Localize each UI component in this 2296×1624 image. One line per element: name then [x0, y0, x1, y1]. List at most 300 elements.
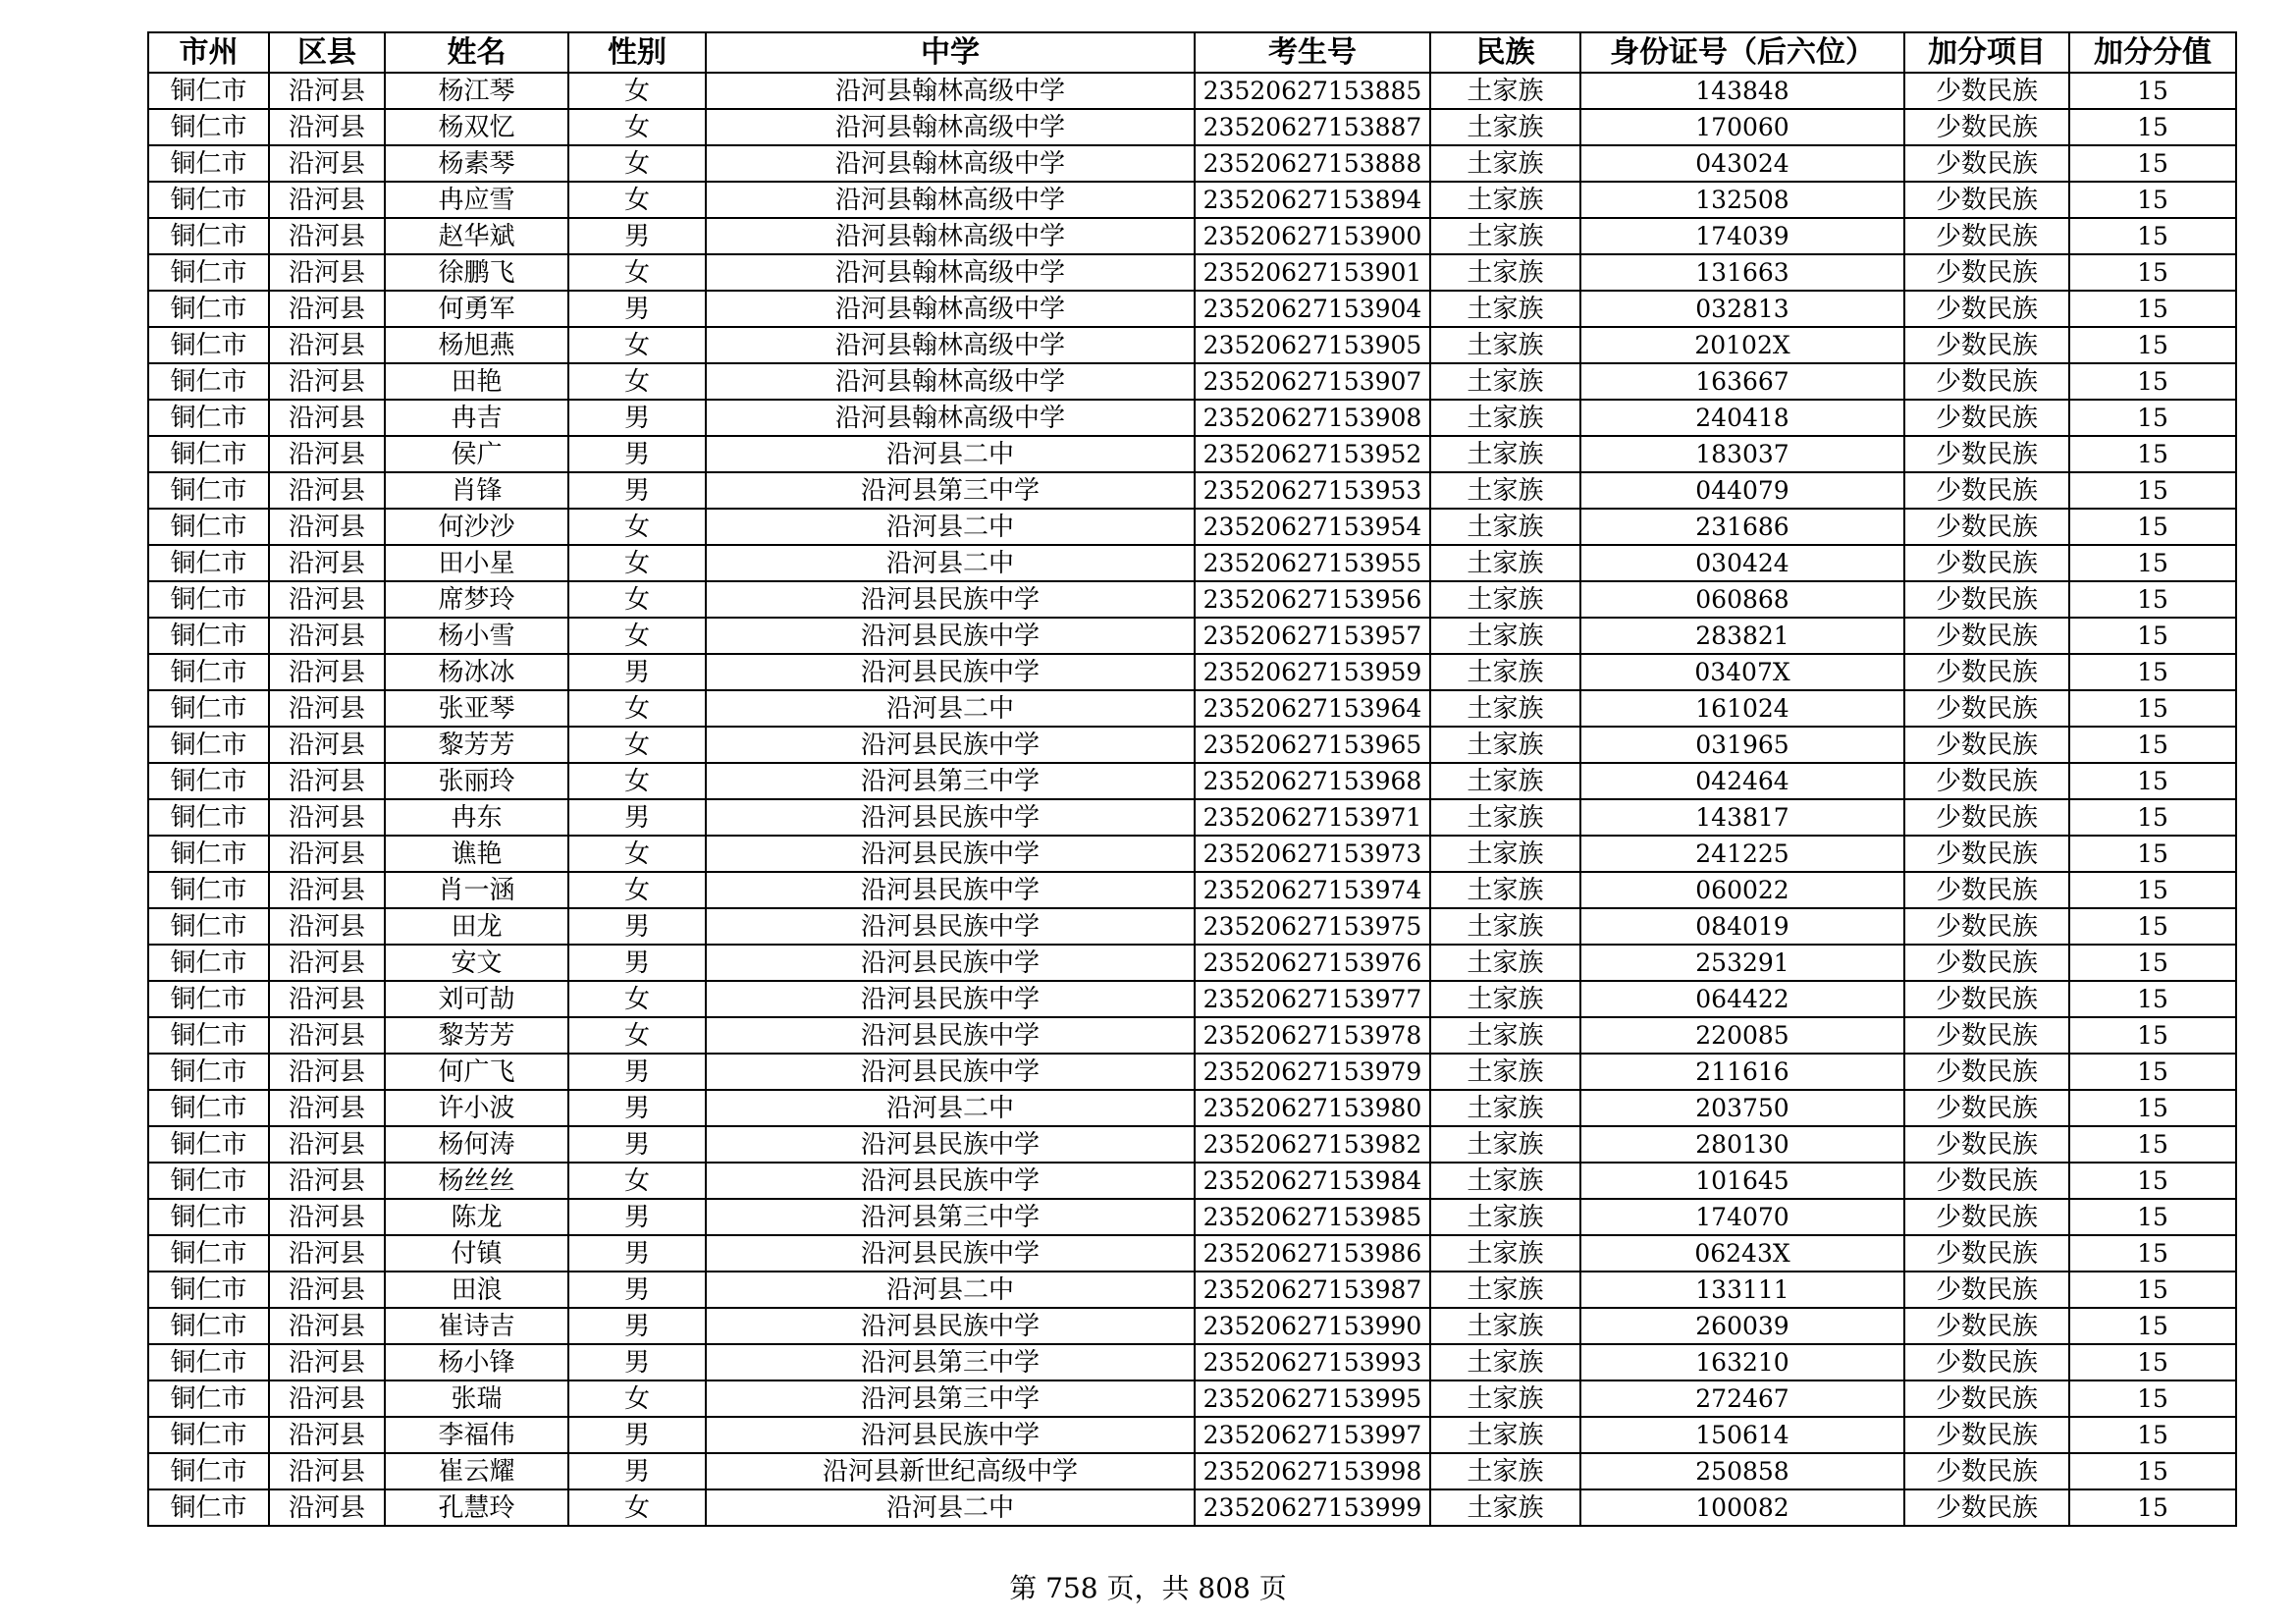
- bonus-item-cell: 少数民族: [1904, 363, 2069, 400]
- gender-cell: 男: [568, 291, 706, 327]
- table-row: [148, 690, 2236, 727]
- id-suffix-cell: 030424: [1580, 545, 1904, 581]
- table-row: [148, 327, 2236, 363]
- id-suffix-cell: 032813: [1580, 291, 1904, 327]
- bonus-points-cell: 15: [2069, 182, 2236, 218]
- school-cell: 沿河县民族中学: [706, 1417, 1195, 1453]
- county-cell: 沿河县: [269, 254, 385, 291]
- gender-cell: 女: [568, 182, 706, 218]
- county-cell: 沿河县: [269, 145, 385, 182]
- id-suffix-cell: 203750: [1580, 1090, 1904, 1126]
- school-cell: 沿河县民族中学: [706, 1054, 1195, 1090]
- city-cell: 铜仁市: [148, 472, 269, 509]
- exam-number-cell: 23520627153998: [1195, 1453, 1430, 1489]
- table-row: [148, 654, 2236, 690]
- name-cell: 许小波: [385, 1090, 568, 1126]
- bonus-item-cell: 少数民族: [1904, 872, 2069, 908]
- county-cell: 沿河县: [269, 73, 385, 109]
- id-suffix-cell: 174039: [1580, 218, 1904, 254]
- name-cell: 赵华斌: [385, 218, 568, 254]
- table-row: [148, 581, 2236, 618]
- bonus-item-cell: 少数民族: [1904, 218, 2069, 254]
- exam-number-cell: 23520627153975: [1195, 908, 1430, 945]
- header-school: 中学: [706, 32, 1195, 73]
- bonus-points-cell: 15: [2069, 1380, 2236, 1417]
- header-exam-number: 考生号: [1195, 32, 1430, 73]
- bonus-item-cell: 少数民族: [1904, 509, 2069, 545]
- gender-cell: 男: [568, 1308, 706, 1344]
- table-row: [148, 73, 2236, 109]
- gender-cell: 女: [568, 727, 706, 763]
- school-cell: 沿河县翰林高级中学: [706, 218, 1195, 254]
- ethnicity-cell: 土家族: [1430, 1380, 1580, 1417]
- ethnicity-cell: 土家族: [1430, 799, 1580, 836]
- city-cell: 铜仁市: [148, 1453, 269, 1489]
- bonus-points-cell: 15: [2069, 799, 2236, 836]
- id-suffix-cell: 161024: [1580, 690, 1904, 727]
- bonus-points-cell: 15: [2069, 109, 2236, 145]
- table-row: [148, 981, 2236, 1017]
- name-cell: 安文: [385, 945, 568, 981]
- name-cell: 席梦玲: [385, 581, 568, 618]
- name-cell: 杨江琴: [385, 73, 568, 109]
- bonus-item-cell: 少数民族: [1904, 981, 2069, 1017]
- city-cell: 铜仁市: [148, 109, 269, 145]
- city-cell: 铜仁市: [148, 1344, 269, 1380]
- bonus-points-cell: 15: [2069, 254, 2236, 291]
- city-cell: 铜仁市: [148, 145, 269, 182]
- table-row: [148, 1054, 2236, 1090]
- name-cell: 杨素琴: [385, 145, 568, 182]
- bonus-points-cell: 15: [2069, 727, 2236, 763]
- table-row: [148, 1199, 2236, 1235]
- id-suffix-cell: 253291: [1580, 945, 1904, 981]
- gender-cell: 女: [568, 109, 706, 145]
- name-cell: 田小星: [385, 545, 568, 581]
- county-cell: 沿河县: [269, 1054, 385, 1090]
- exam-number-cell: 23520627153979: [1195, 1054, 1430, 1090]
- exam-number-cell: 23520627153901: [1195, 254, 1430, 291]
- city-cell: 铜仁市: [148, 1017, 269, 1054]
- bonus-item-cell: 少数民族: [1904, 1199, 2069, 1235]
- city-cell: 铜仁市: [148, 981, 269, 1017]
- gender-cell: 女: [568, 545, 706, 581]
- bonus-points-cell: 15: [2069, 1017, 2236, 1054]
- table-row: [148, 145, 2236, 182]
- ethnicity-cell: 土家族: [1430, 1090, 1580, 1126]
- school-cell: 沿河县民族中学: [706, 618, 1195, 654]
- ethnicity-cell: 土家族: [1430, 1235, 1580, 1272]
- county-cell: 沿河县: [269, 727, 385, 763]
- bonus-item-cell: 少数民族: [1904, 545, 2069, 581]
- gender-cell: 女: [568, 73, 706, 109]
- name-cell: 杨双忆: [385, 109, 568, 145]
- city-cell: 铜仁市: [148, 908, 269, 945]
- bonus-points-cell: 15: [2069, 1308, 2236, 1344]
- bonus-item-cell: 少数民族: [1904, 690, 2069, 727]
- bonus-points-cell: 15: [2069, 872, 2236, 908]
- id-suffix-cell: 143817: [1580, 799, 1904, 836]
- table-row: [148, 1344, 2236, 1380]
- school-cell: 沿河县民族中学: [706, 836, 1195, 872]
- name-cell: 杨旭燕: [385, 327, 568, 363]
- header-gender: 性别: [568, 32, 706, 73]
- ethnicity-cell: 土家族: [1430, 472, 1580, 509]
- bonus-item-cell: 少数民族: [1904, 254, 2069, 291]
- school-cell: 沿河县第三中学: [706, 763, 1195, 799]
- city-cell: 铜仁市: [148, 690, 269, 727]
- bonus-item-cell: 少数民族: [1904, 654, 2069, 690]
- exam-number-cell: 23520627153997: [1195, 1417, 1430, 1453]
- school-cell: 沿河县二中: [706, 436, 1195, 472]
- gender-cell: 男: [568, 218, 706, 254]
- table-row: [148, 1308, 2236, 1344]
- county-cell: 沿河县: [269, 363, 385, 400]
- city-cell: 铜仁市: [148, 400, 269, 436]
- county-cell: 沿河县: [269, 1417, 385, 1453]
- city-cell: 铜仁市: [148, 872, 269, 908]
- table-row: [148, 1163, 2236, 1199]
- ethnicity-cell: 土家族: [1430, 618, 1580, 654]
- exam-number-cell: 23520627153977: [1195, 981, 1430, 1017]
- id-suffix-cell: 031965: [1580, 727, 1904, 763]
- id-suffix-cell: 231686: [1580, 509, 1904, 545]
- id-suffix-cell: 042464: [1580, 763, 1904, 799]
- county-cell: 沿河县: [269, 690, 385, 727]
- bonus-points-cell: 15: [2069, 436, 2236, 472]
- bonus-item-cell: 少数民族: [1904, 182, 2069, 218]
- name-cell: 孔慧玲: [385, 1489, 568, 1526]
- name-cell: 何勇军: [385, 291, 568, 327]
- exam-number-cell: 23520627153959: [1195, 654, 1430, 690]
- county-cell: 沿河县: [269, 218, 385, 254]
- county-cell: 沿河县: [269, 1235, 385, 1272]
- gender-cell: 女: [568, 327, 706, 363]
- school-cell: 沿河县二中: [706, 509, 1195, 545]
- ethnicity-cell: 土家族: [1430, 182, 1580, 218]
- name-cell: 何沙沙: [385, 509, 568, 545]
- records-table: [147, 31, 2237, 1527]
- name-cell: 张亚琴: [385, 690, 568, 727]
- gender-cell: 男: [568, 1417, 706, 1453]
- school-cell: 沿河县二中: [706, 1489, 1195, 1526]
- exam-number-cell: 23520627153908: [1195, 400, 1430, 436]
- exam-number-cell: 23520627153894: [1195, 182, 1430, 218]
- name-cell: 肖锋: [385, 472, 568, 509]
- school-cell: 沿河县翰林高级中学: [706, 291, 1195, 327]
- header-bonus-item: 加分项目: [1904, 32, 2069, 73]
- city-cell: 铜仁市: [148, 327, 269, 363]
- name-cell: 冉应雪: [385, 182, 568, 218]
- id-suffix-cell: 183037: [1580, 436, 1904, 472]
- gender-cell: 男: [568, 799, 706, 836]
- gender-cell: 女: [568, 763, 706, 799]
- bonus-item-cell: 少数民族: [1904, 1380, 2069, 1417]
- gender-cell: 男: [568, 908, 706, 945]
- city-cell: 铜仁市: [148, 1235, 269, 1272]
- table-row: [148, 400, 2236, 436]
- county-cell: 沿河县: [269, 1380, 385, 1417]
- city-cell: 铜仁市: [148, 1308, 269, 1344]
- ethnicity-cell: 土家族: [1430, 1272, 1580, 1308]
- id-suffix-cell: 163667: [1580, 363, 1904, 400]
- county-cell: 沿河县: [269, 1308, 385, 1344]
- city-cell: 铜仁市: [148, 836, 269, 872]
- ethnicity-cell: 土家族: [1430, 73, 1580, 109]
- name-cell: 谯艳: [385, 836, 568, 872]
- school-cell: 沿河县第三中学: [706, 472, 1195, 509]
- ethnicity-cell: 土家族: [1430, 400, 1580, 436]
- name-cell: 李福伟: [385, 1417, 568, 1453]
- county-cell: 沿河县: [269, 763, 385, 799]
- ethnicity-cell: 土家族: [1430, 872, 1580, 908]
- exam-number-cell: 23520627153888: [1195, 145, 1430, 182]
- school-cell: 沿河县第三中学: [706, 1344, 1195, 1380]
- bonus-item-cell: 少数民族: [1904, 727, 2069, 763]
- ethnicity-cell: 土家族: [1430, 1417, 1580, 1453]
- exam-number-cell: 23520627153956: [1195, 581, 1430, 618]
- header-row: [148, 32, 2236, 73]
- name-cell: 杨冰冰: [385, 654, 568, 690]
- name-cell: 付镇: [385, 1235, 568, 1272]
- school-cell: 沿河县翰林高级中学: [706, 327, 1195, 363]
- exam-number-cell: 23520627153976: [1195, 945, 1430, 981]
- table-row: [148, 1126, 2236, 1163]
- name-cell: 徐鹏飞: [385, 254, 568, 291]
- table-row: [148, 727, 2236, 763]
- bonus-points-cell: 15: [2069, 545, 2236, 581]
- exam-number-cell: 23520627153980: [1195, 1090, 1430, 1126]
- bonus-points-cell: 15: [2069, 73, 2236, 109]
- id-suffix-cell: 280130: [1580, 1126, 1904, 1163]
- county-cell: 沿河县: [269, 109, 385, 145]
- city-cell: 铜仁市: [148, 182, 269, 218]
- table-row: [148, 836, 2236, 872]
- bonus-points-cell: 15: [2069, 1090, 2236, 1126]
- exam-number-cell: 23520627153987: [1195, 1272, 1430, 1308]
- school-cell: 沿河县民族中学: [706, 945, 1195, 981]
- exam-number-cell: 23520627153984: [1195, 1163, 1430, 1199]
- name-cell: 崔诗吉: [385, 1308, 568, 1344]
- school-cell: 沿河县民族中学: [706, 1163, 1195, 1199]
- name-cell: 侯广: [385, 436, 568, 472]
- gender-cell: 女: [568, 1017, 706, 1054]
- name-cell: 何广飞: [385, 1054, 568, 1090]
- school-cell: 沿河县民族中学: [706, 908, 1195, 945]
- ethnicity-cell: 土家族: [1430, 1163, 1580, 1199]
- county-cell: 沿河县: [269, 908, 385, 945]
- gender-cell: 男: [568, 1453, 706, 1489]
- bonus-points-cell: 15: [2069, 1126, 2236, 1163]
- county-cell: 沿河县: [269, 1163, 385, 1199]
- school-cell: 沿河县民族中学: [706, 1017, 1195, 1054]
- ethnicity-cell: 土家族: [1430, 109, 1580, 145]
- table-row: [148, 436, 2236, 472]
- city-cell: 铜仁市: [148, 727, 269, 763]
- header-city: 市州: [148, 32, 269, 73]
- table-row: [148, 545, 2236, 581]
- ethnicity-cell: 土家族: [1430, 1017, 1580, 1054]
- table-row: [148, 908, 2236, 945]
- table-row: [148, 799, 2236, 836]
- exam-number-cell: 23520627153968: [1195, 763, 1430, 799]
- table-row: [148, 945, 2236, 981]
- county-cell: 沿河县: [269, 872, 385, 908]
- bonus-item-cell: 少数民族: [1904, 1417, 2069, 1453]
- bonus-points-cell: 15: [2069, 1489, 2236, 1526]
- ethnicity-cell: 土家族: [1430, 1489, 1580, 1526]
- id-suffix-cell: 220085: [1580, 1017, 1904, 1054]
- header-bonus-points: 加分分值: [2069, 32, 2236, 73]
- exam-number-cell: 23520627153990: [1195, 1308, 1430, 1344]
- gender-cell: 女: [568, 145, 706, 182]
- gender-cell: 女: [568, 509, 706, 545]
- gender-cell: 女: [568, 981, 706, 1017]
- county-cell: 沿河县: [269, 472, 385, 509]
- id-suffix-cell: 241225: [1580, 836, 1904, 872]
- school-cell: 沿河县二中: [706, 1272, 1195, 1308]
- gender-cell: 女: [568, 618, 706, 654]
- id-suffix-cell: 084019: [1580, 908, 1904, 945]
- city-cell: 铜仁市: [148, 945, 269, 981]
- school-cell: 沿河县翰林高级中学: [706, 400, 1195, 436]
- bonus-item-cell: 少数民族: [1904, 400, 2069, 436]
- bonus-item-cell: 少数民族: [1904, 1126, 2069, 1163]
- id-suffix-cell: 260039: [1580, 1308, 1904, 1344]
- bonus-points-cell: 15: [2069, 327, 2236, 363]
- school-cell: 沿河县民族中学: [706, 654, 1195, 690]
- county-cell: 沿河县: [269, 945, 385, 981]
- bonus-item-cell: 少数民族: [1904, 436, 2069, 472]
- table-row: [148, 291, 2236, 327]
- ethnicity-cell: 土家族: [1430, 654, 1580, 690]
- bonus-item-cell: 少数民族: [1904, 1235, 2069, 1272]
- school-cell: 沿河县翰林高级中学: [706, 182, 1195, 218]
- city-cell: 铜仁市: [148, 799, 269, 836]
- id-suffix-cell: 064422: [1580, 981, 1904, 1017]
- gender-cell: 男: [568, 1344, 706, 1380]
- bonus-points-cell: 15: [2069, 509, 2236, 545]
- city-cell: 铜仁市: [148, 73, 269, 109]
- table-row: [148, 472, 2236, 509]
- city-cell: 铜仁市: [148, 1380, 269, 1417]
- ethnicity-cell: 土家族: [1430, 945, 1580, 981]
- name-cell: 肖一涵: [385, 872, 568, 908]
- city-cell: 铜仁市: [148, 436, 269, 472]
- id-suffix-cell: 100082: [1580, 1489, 1904, 1526]
- ethnicity-cell: 土家族: [1430, 1199, 1580, 1235]
- ethnicity-cell: 土家族: [1430, 1344, 1580, 1380]
- school-cell: 沿河县翰林高级中学: [706, 73, 1195, 109]
- bonus-item-cell: 少数民族: [1904, 1344, 2069, 1380]
- county-cell: 沿河县: [269, 400, 385, 436]
- table-body: [148, 73, 2236, 1526]
- exam-number-cell: 23520627153999: [1195, 1489, 1430, 1526]
- bonus-points-cell: 15: [2069, 1199, 2236, 1235]
- table-row: [148, 1272, 2236, 1308]
- bonus-points-cell: 15: [2069, 1344, 2236, 1380]
- id-suffix-cell: 170060: [1580, 109, 1904, 145]
- ethnicity-cell: 土家族: [1430, 436, 1580, 472]
- city-cell: 铜仁市: [148, 654, 269, 690]
- table-row: [148, 254, 2236, 291]
- exam-number-cell: 23520627153974: [1195, 872, 1430, 908]
- bonus-points-cell: 15: [2069, 1163, 2236, 1199]
- county-cell: 沿河县: [269, 836, 385, 872]
- table-row: [148, 109, 2236, 145]
- bonus-item-cell: 少数民族: [1904, 799, 2069, 836]
- table-row: [148, 1453, 2236, 1489]
- name-cell: 杨丝丝: [385, 1163, 568, 1199]
- school-cell: 沿河县民族中学: [706, 1308, 1195, 1344]
- school-cell: 沿河县翰林高级中学: [706, 363, 1195, 400]
- school-cell: 沿河县第三中学: [706, 1380, 1195, 1417]
- school-cell: 沿河县翰林高级中学: [706, 109, 1195, 145]
- city-cell: 铜仁市: [148, 581, 269, 618]
- bonus-item-cell: 少数民族: [1904, 945, 2069, 981]
- name-cell: 黎芳芳: [385, 727, 568, 763]
- bonus-points-cell: 15: [2069, 618, 2236, 654]
- ethnicity-cell: 土家族: [1430, 981, 1580, 1017]
- city-cell: 铜仁市: [148, 1489, 269, 1526]
- ethnicity-cell: 土家族: [1430, 1126, 1580, 1163]
- gender-cell: 男: [568, 1199, 706, 1235]
- gender-cell: 男: [568, 1054, 706, 1090]
- county-cell: 沿河县: [269, 436, 385, 472]
- ethnicity-cell: 土家族: [1430, 327, 1580, 363]
- school-cell: 沿河县二中: [706, 545, 1195, 581]
- gender-cell: 男: [568, 472, 706, 509]
- city-cell: 铜仁市: [148, 1417, 269, 1453]
- school-cell: 沿河县民族中学: [706, 1126, 1195, 1163]
- ethnicity-cell: 土家族: [1430, 1453, 1580, 1489]
- id-suffix-cell: 283821: [1580, 618, 1904, 654]
- county-cell: 沿河县: [269, 618, 385, 654]
- bonus-item-cell: 少数民族: [1904, 1489, 2069, 1526]
- city-cell: 铜仁市: [148, 291, 269, 327]
- bonus-item-cell: 少数民族: [1904, 618, 2069, 654]
- name-cell: 杨何涛: [385, 1126, 568, 1163]
- city-cell: 铜仁市: [148, 618, 269, 654]
- exam-number-cell: 23520627153982: [1195, 1126, 1430, 1163]
- id-suffix-cell: 131663: [1580, 254, 1904, 291]
- school-cell: 沿河县民族中学: [706, 581, 1195, 618]
- ethnicity-cell: 土家族: [1430, 291, 1580, 327]
- county-cell: 沿河县: [269, 1489, 385, 1526]
- ethnicity-cell: 土家族: [1430, 545, 1580, 581]
- county-cell: 沿河县: [269, 291, 385, 327]
- bonus-item-cell: 少数民族: [1904, 1017, 2069, 1054]
- school-cell: 沿河县民族中学: [706, 1235, 1195, 1272]
- header-name: 姓名: [385, 32, 568, 73]
- school-cell: 沿河县翰林高级中学: [706, 145, 1195, 182]
- name-cell: 崔云耀: [385, 1453, 568, 1489]
- ethnicity-cell: 土家族: [1430, 363, 1580, 400]
- name-cell: 冉吉: [385, 400, 568, 436]
- bonus-points-cell: 15: [2069, 472, 2236, 509]
- school-cell: 沿河县民族中学: [706, 799, 1195, 836]
- county-cell: 沿河县: [269, 509, 385, 545]
- city-cell: 铜仁市: [148, 1126, 269, 1163]
- city-cell: 铜仁市: [148, 545, 269, 581]
- county-cell: 沿河县: [269, 545, 385, 581]
- bonus-points-cell: 15: [2069, 981, 2236, 1017]
- bonus-points-cell: 15: [2069, 1235, 2236, 1272]
- ethnicity-cell: 土家族: [1430, 254, 1580, 291]
- county-cell: 沿河县: [269, 1090, 385, 1126]
- id-suffix-cell: 174070: [1580, 1199, 1904, 1235]
- city-cell: 铜仁市: [148, 218, 269, 254]
